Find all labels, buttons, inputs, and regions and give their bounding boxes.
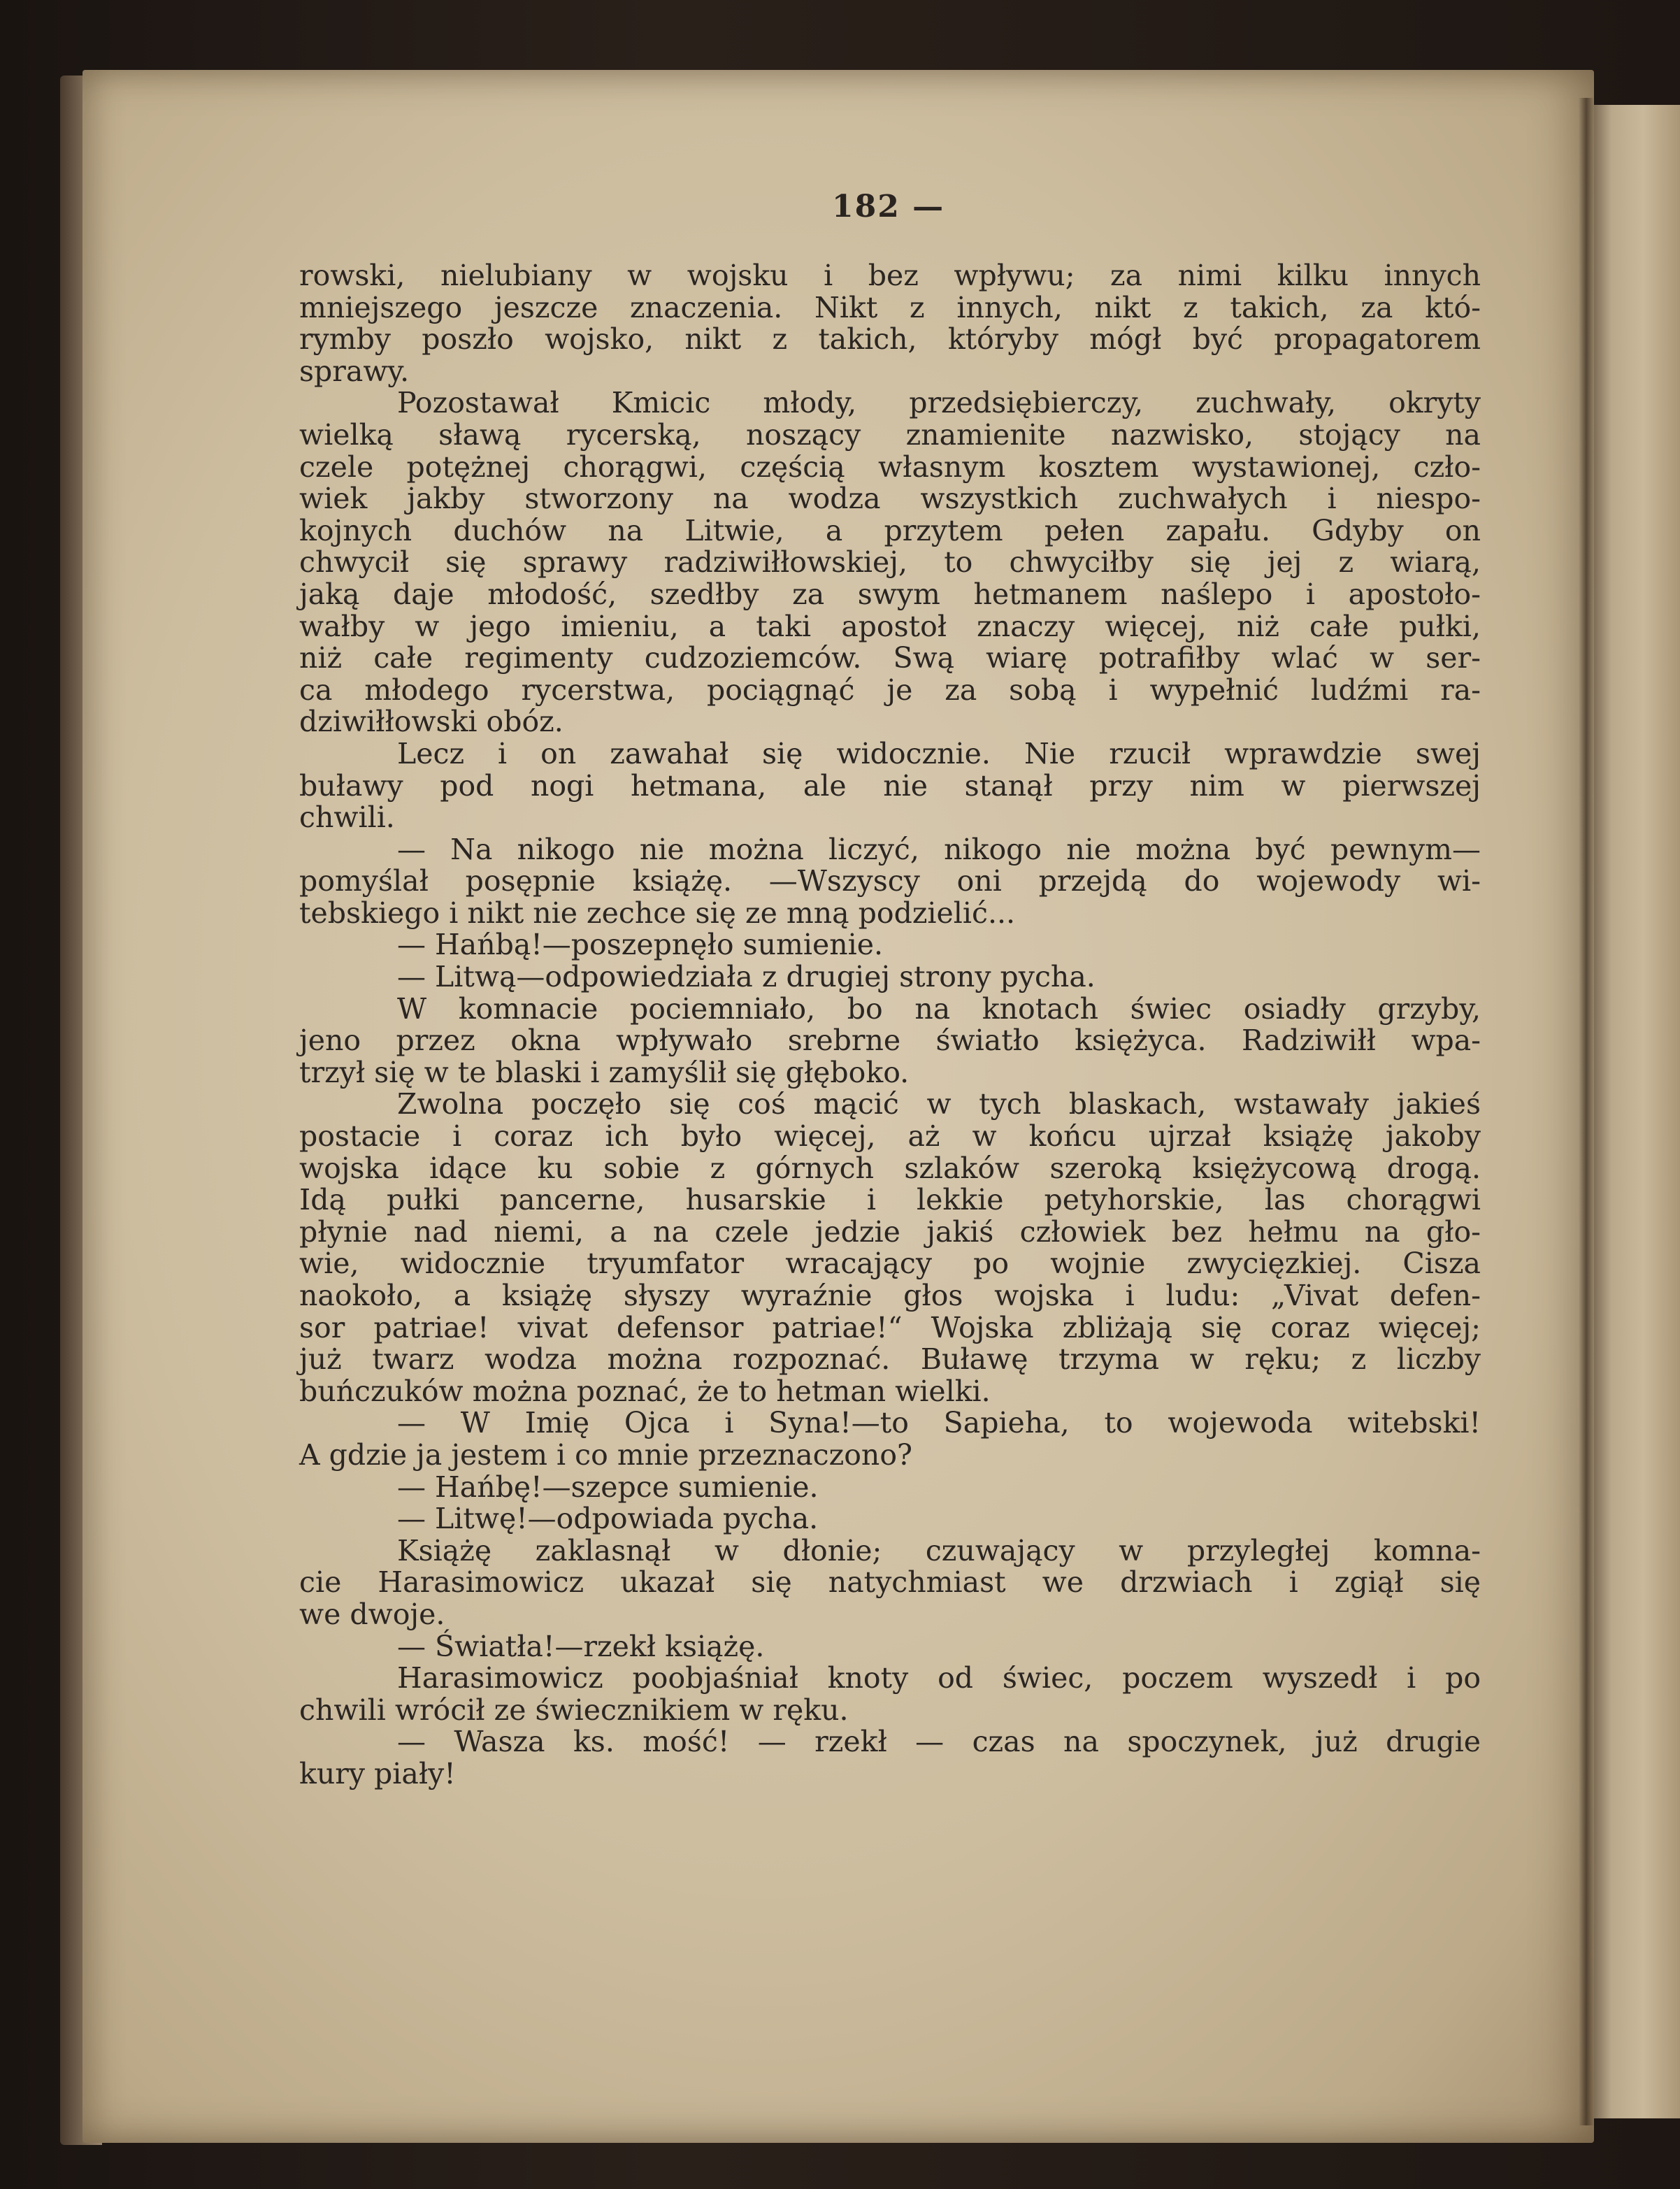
text-line: buńczuków można poznać, że to hetman wielki. bbox=[299, 1374, 991, 1408]
text-line: Książę zaklasnął w dłonie; czuwający w przyległej komna- bbox=[397, 1533, 1481, 1567]
text-line: dziwiłłowski obóz. bbox=[299, 705, 563, 739]
facing-page-edge bbox=[1588, 105, 1680, 2118]
page-number: 182 — bbox=[832, 189, 945, 224]
text-line: sprawy. bbox=[299, 354, 410, 388]
text-line: chwili. bbox=[299, 801, 395, 835]
text-line: cie Harasimowicz ukazał się natychmiast we drzwiach i zgiął się bbox=[299, 1565, 1481, 1600]
text-line: chwycił się sprawy radziwiłłowskiej, to chwyciłby się jej z wiarą, bbox=[299, 545, 1481, 580]
text-line: Harasimowicz poobjaśniał knoty od świec, poczem wyszedł i po bbox=[397, 1661, 1481, 1695]
text-line: — Litwą—odpowiedziała z drugiej strony pycha. bbox=[397, 960, 1096, 994]
text-line: buławy pod nogi hetmana, ale nie stanął przy nim w pierwszej bbox=[299, 768, 1481, 803]
text-line: wie, widocznie tryumfator wracający po wojnie zwycięzkiej. Cisza bbox=[299, 1247, 1481, 1281]
text-line: rymby poszło wojsko, nikt z takich, któryby mógł być propagatorem bbox=[299, 322, 1481, 357]
page-gutter-shadow bbox=[1579, 98, 1594, 2125]
text-line: kojnych duchów na Litwie, a przytem pełen zapału. Gdyby on bbox=[299, 513, 1481, 547]
text-line: tebskiego i nikt nie zechce się ze mną podzielić... bbox=[299, 896, 1016, 930]
text-line: we dwoje. bbox=[299, 1597, 445, 1631]
text-line: — W Imię Ojca i Syna!—to Sapieha, to wojewoda witebski! bbox=[397, 1406, 1481, 1440]
text-line: wiek jakby stworzony na wodza wszystkich zuchwałych i niespo- bbox=[299, 482, 1481, 516]
text-line: wałby w jego imieniu, a taki apostoł znaczy więcej, niż całe pułki, bbox=[299, 609, 1481, 643]
text-line: — Na nikogo nie można liczyć, nikogo nie można być pewnym— bbox=[397, 832, 1481, 866]
body-text bbox=[299, 260, 1481, 1790]
text-line: W komnacie pociemniało, bo na knotach świec osiadły grzyby, bbox=[397, 991, 1481, 1026]
text-line: czele potężnej chorągwi, częścią własnym kosztem wystawionej, czło- bbox=[299, 450, 1481, 484]
text-line: płynie nad niemi, a na czele jedzie jakiś człowiek bez hełmu na gło- bbox=[299, 1214, 1481, 1249]
text-line: Lecz i on zawahał się widocznie. Nie rzucił wprawdzie swej bbox=[397, 736, 1481, 770]
text-line: rowski, nielubiany w wojsku i bez wpływu; za nimi kilku innych bbox=[299, 259, 1481, 292]
text-line: — Wasza ks. mość! — rzekł — czas na spoczynek, już drugie bbox=[397, 1725, 1481, 1759]
text-line: postacie i coraz ich było więcej, aż w końcu ujrzał książę jakoby bbox=[299, 1119, 1481, 1154]
text-line: A gdzie ja jestem i co mnie przeznaczono? bbox=[299, 1437, 912, 1472]
text-line: — Hańbę!—szepce sumienie. bbox=[397, 1470, 819, 1504]
text-line: Zwolna poczęło się coś mącić w tych blaskach, wstawały jakieś bbox=[397, 1087, 1481, 1121]
text-line: wojska idące ku sobie z górnych szlaków szeroką księżycową drogą. bbox=[299, 1151, 1481, 1185]
text-line: kury piały! bbox=[299, 1756, 456, 1790]
text-line: naokoło, a książę słyszy wyraźnie głos wojska i ludu: „Vivat defen- bbox=[299, 1279, 1481, 1312]
text-line: wielką sławą rycerską, noszący znamienite nazwisko, stojący na bbox=[299, 417, 1481, 452]
text-line: Pozostawał Kmicic młody, przedsiębierczy, zuchwały, okryty bbox=[397, 386, 1481, 420]
text-line: Idą pułki pancerne, husarskie i lekkie petyhorskie, las chorągwi bbox=[299, 1183, 1481, 1217]
text-line: mniejszego jeszcze znaczenia. Nikt z innych, nikt z takich, za któ- bbox=[299, 290, 1481, 324]
text-line: sor patriae! vivat defensor patriae!“ Wojska zbliżają się coraz więcej; bbox=[299, 1310, 1481, 1344]
text-line: trzył się w te blaski i zamyślił się głęboko. bbox=[299, 1055, 910, 1089]
text-line: niż całe regimenty cudzoziemców. Swą wiarę potrafiłby wlać w ser- bbox=[299, 641, 1481, 675]
text-line: już twarz wodza można rozpoznać. Buławę trzyma w ręku; z liczby bbox=[299, 1342, 1481, 1377]
text-line: pomyślał posępnie książę. —Wszyscy oni przejdą do wojewody wi- bbox=[299, 864, 1481, 898]
text-line: — Litwę!—odpowiada pycha. bbox=[397, 1502, 819, 1536]
text-line: ca młodego rycerstwa, pociągnąć je za sobą i wypełnić ludźmi ra- bbox=[299, 673, 1481, 707]
text-line: chwili wrócił ze świecznikiem w ręku. bbox=[299, 1693, 849, 1727]
text-line: jeno przez okna wpływało srebrne światło księżyca. Radziwiłł wpa- bbox=[299, 1024, 1481, 1058]
text-line: — Hańbą!—poszepnęło sumienie. bbox=[397, 928, 884, 962]
text-line: jaką daje młodość, szedłby za swym hetmanem naślepo i apostoło- bbox=[299, 577, 1481, 611]
text-line: — Światła!—rzekł książę. bbox=[397, 1629, 765, 1663]
